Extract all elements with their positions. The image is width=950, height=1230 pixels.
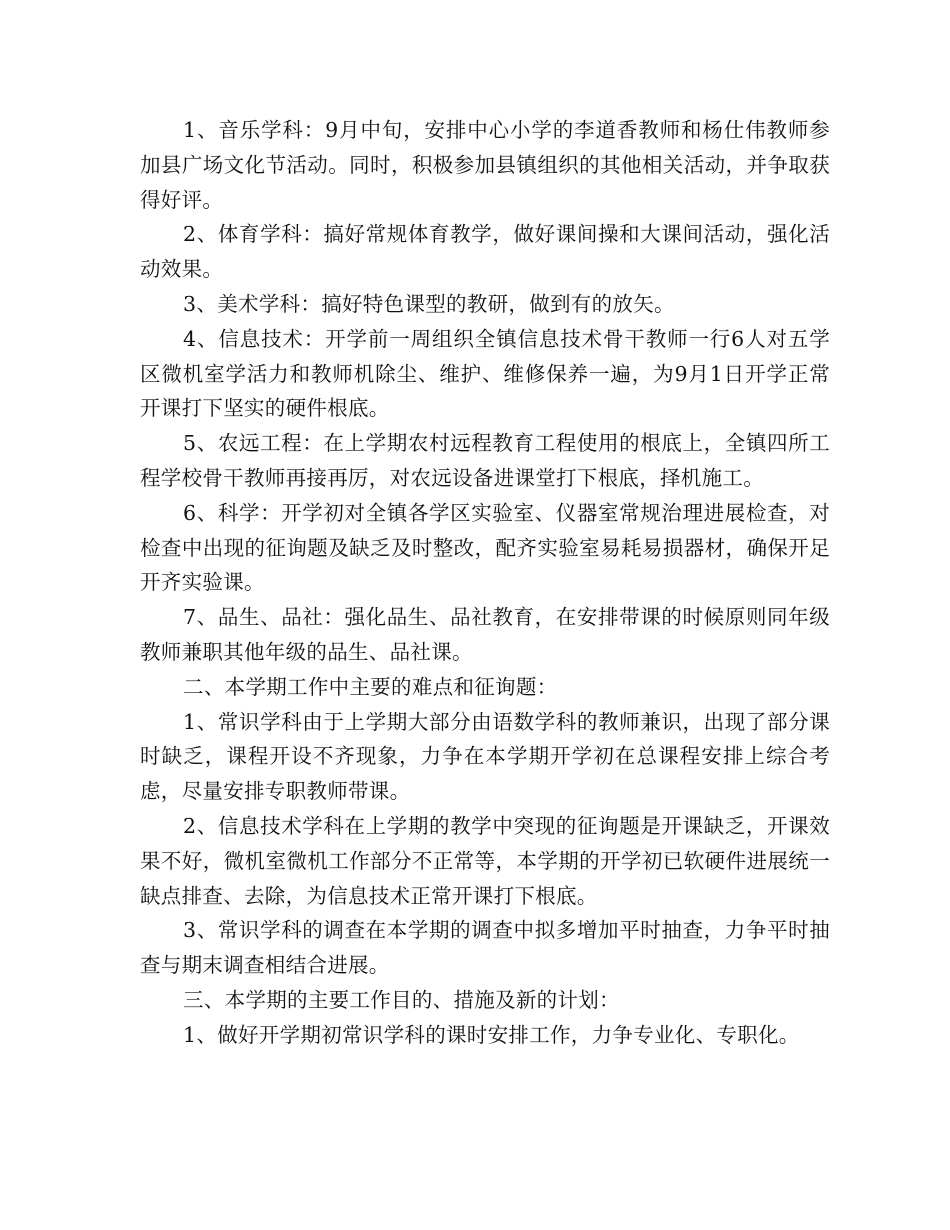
paragraph-rural-remote: 5、农远工程：在上学期农村远程教育工程使用的根底上，全镇四所工程学校骨干教师再接再厉，对农远设备进课堂打下根底，择机施工。	[140, 431, 830, 490]
paragraph-difficulty-1: 1、常识学科由于上学期大部分由语数学科的教师兼识，出现了部分课时缺乏，课程开设不齐现象，力争在本学期开学初在总课程安排上综合考虑，尽量安排专职教师带课。	[140, 709, 830, 804]
paragraph-moral-social: 7、品生、品社：强化品生、品社教育，在安排带课的时候原则同年级教师兼职其他年级的品生、品社课。	[140, 605, 830, 664]
paragraph-music: 1、音乐学科：9月中旬，安排中心小学的李道香教师和杨仕伟教师参加县广场文化节活动。同时，积极参加县镇组织的其他相关活动，并争取获得好评。	[140, 118, 830, 212]
paragraph-difficulty-2: 2、信息技术学科在上学期的教学中突现的征询题是开课缺乏，开课效果不好，微机室微机工作部分不正常等，本学期的开学初已软硬件进展统一缺点排查、去除，为信息技术正常开课打下根底。	[140, 813, 830, 908]
paragraph-art: 3、美术学科：搞好特色课型的教研，做到有的放矢。	[183, 291, 675, 316]
paragraph-pe: 2、体育学科：搞好常规体育教学，做好课间操和大课间活动，强化活动效果。	[140, 222, 830, 282]
paragraph-goal-1: 1、做好开学期初常识学科的课时安排工作，力争专业化、专职化。	[183, 1022, 800, 1047]
section-heading-difficulties: 二、本学期工作中主要的难点和征询题：	[183, 674, 558, 699]
paragraph-it: 4、信息技术：开学前一周组织全镇信息技术骨干教师一行6人对五学区微机室学活力和教师机除尘、维护、维修保养一遍，为9月1日开学正常开课打下坚实的硬件根底。	[140, 326, 830, 421]
section-heading-goals: 三、本学期的主要工作目的、措施及新的计划：	[183, 987, 620, 1012]
paragraph-science: 6、科学：开学初对全镇各学区实验室、仪器室常规治理进展检查，对检查中出现的征询题及缺乏及时整改，配齐实验室易耗易损器材，确保开足开齐实验课。	[140, 500, 830, 595]
paragraph-difficulty-3: 3、常识学科的调查在本学期的调查中拟多增加平时抽查，力争平时抽查与期末调查相结合进展。	[140, 918, 830, 978]
document-body	[140, 113, 830, 1053]
